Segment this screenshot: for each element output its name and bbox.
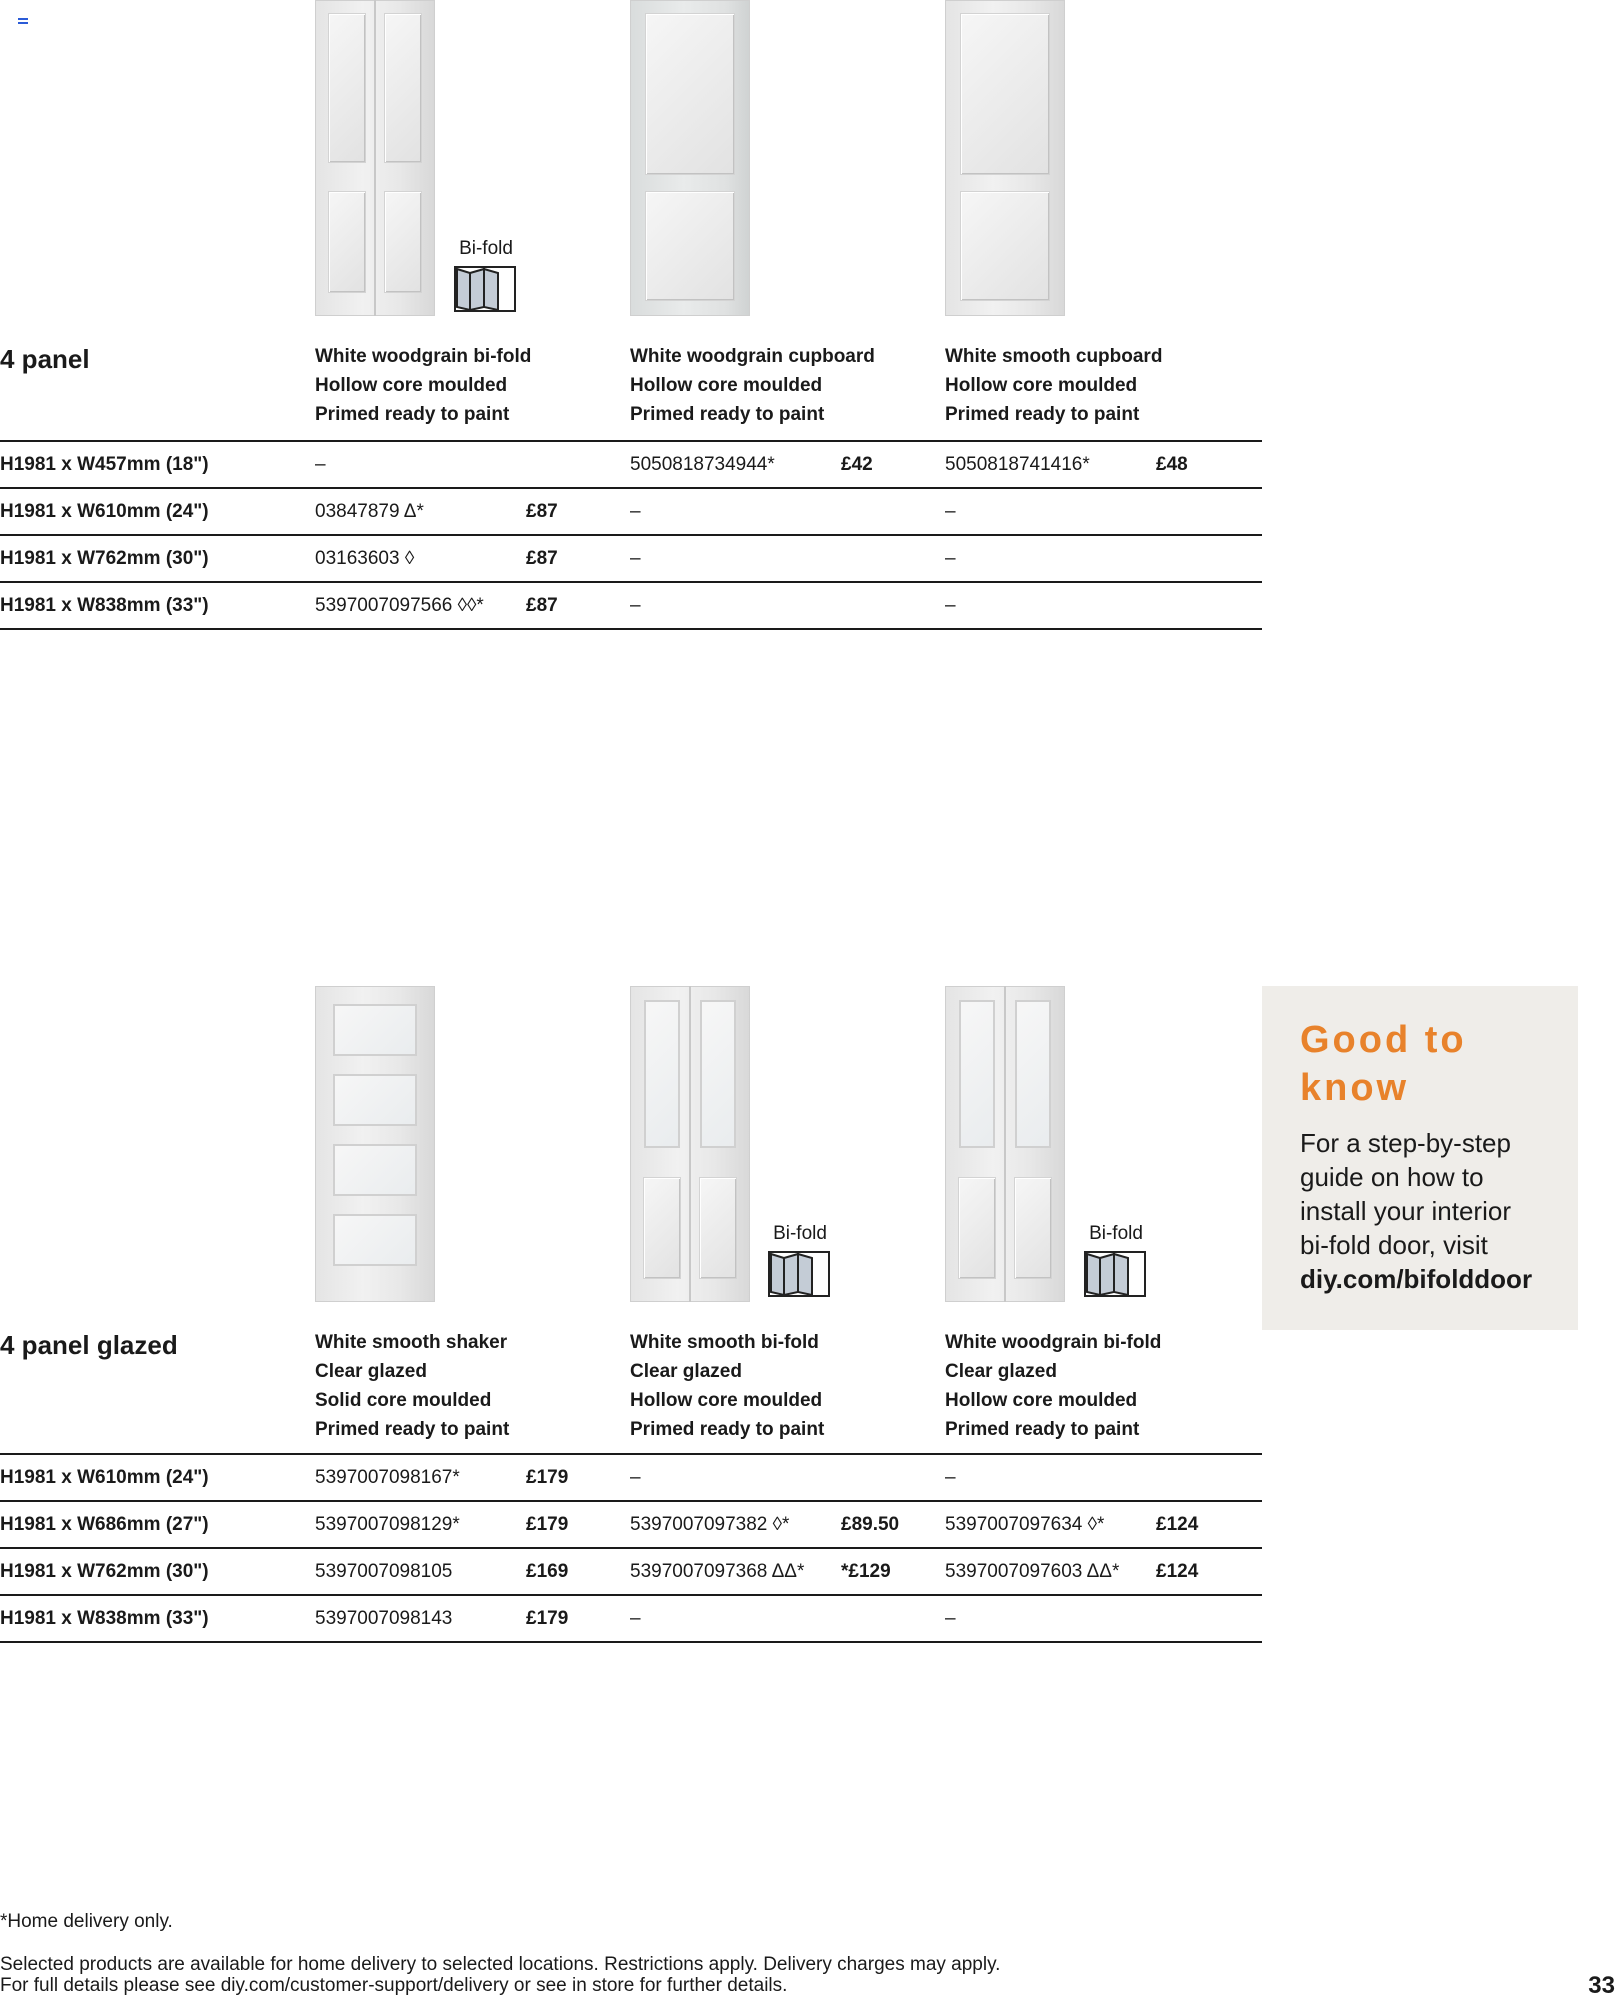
size-label: H1981 x W610mm (24") [0,501,209,522]
description-line: Primed ready to paint [630,1419,825,1440]
product-code: – [945,1608,956,1629]
footnote-home-delivery: *Home delivery only. [0,1911,173,1932]
price: £124 [1156,1561,1199,1582]
price: £169 [526,1561,569,1582]
product-code: 5397007098167* [315,1467,460,1488]
product-code: 5397007097368 ΔΔ* [630,1561,805,1582]
table-row [0,1502,1262,1549]
product-image-white-woodgrain-bifold-glazed [945,986,1065,1302]
product-code: 5050818734944* [630,454,775,475]
description-line: Hollow core moulded [630,375,823,396]
product-image-white-smooth-shaker [315,986,435,1302]
description-line: Hollow core moulded [945,375,1138,396]
product-code: 5397007098143 [315,1608,453,1629]
product-code: – [630,1467,641,1488]
section-heading: 4 panel glazed [0,1330,178,1360]
description-line: Clear glazed [630,1361,742,1382]
size-label: H1981 x W762mm (30") [0,548,209,569]
description-line: Hollow core moulded [630,1390,823,1411]
price: £179 [526,1514,569,1535]
size-label: H1981 x W457mm (18") [0,454,209,475]
product-code: – [315,454,326,475]
description-line: Primed ready to paint [945,1419,1140,1440]
description-line: Primed ready to paint [315,404,510,425]
body-line: For a step-by-step [1300,1128,1511,1158]
product-code: 5397007097382 ◊* [630,1514,790,1535]
price: £87 [526,548,558,569]
delivery-notice-line-2: For full details please see diy.com/customer-support/delivery or see in store for further details. [0,1975,788,1996]
product-code: – [945,548,956,569]
product-code: 5397007098105 [315,1561,453,1582]
product-description [945,1328,1245,1444]
product-code: – [945,501,956,522]
price: £124 [1156,1514,1199,1535]
size-label: H1981 x W686mm (27") [0,1514,209,1535]
section-heading: 4 panel [0,344,90,374]
description-line: Clear glazed [945,1361,1057,1382]
product-code: 5050818741416* [945,454,1090,475]
good-to-know-body [1300,1126,1560,1296]
product-code: 5397007098129* [315,1514,460,1535]
page-number: 33 [1588,1972,1615,1999]
body-line: install your interior [1300,1196,1511,1226]
description-line: Primed ready to paint [945,404,1140,425]
bifold-label: Bi-fold [1089,1223,1143,1244]
product-description [630,1328,930,1444]
description-line: White woodgrain bi-fold [315,346,532,367]
product-code: – [630,548,641,569]
product-code: 03847879 Δ* [315,501,424,522]
size-label: H1981 x W838mm (33") [0,595,209,616]
table-row [0,1549,1262,1596]
product-code: 03163603 ◊ [315,548,415,569]
delivery-notice-line-1: Selected products are available for home delivery to selected locations. Restrictions apply. Delivery charges may apply. [0,1954,1001,1975]
price: £87 [526,501,558,522]
description-line: White smooth bi-fold [630,1332,819,1353]
price: £42 [841,454,873,475]
price: £179 [526,1467,569,1488]
bifold-door-icon [1084,1249,1146,1299]
size-label: H1981 x W838mm (33") [0,1608,209,1629]
product-description [315,1328,615,1444]
description-line: Hollow core moulded [315,375,508,396]
bifold-door-icon [768,1249,830,1299]
price: *£129 [841,1561,891,1582]
product-code: – [945,1467,956,1488]
price: £89.50 [841,1514,900,1535]
product-code: – [630,501,641,522]
size-label: H1981 x W762mm (30") [0,1561,209,1582]
description-line: Hollow core moulded [945,1390,1138,1411]
good-to-know-panel [1262,986,1578,1330]
table-row [0,1596,1262,1643]
description-line: Clear glazed [315,1361,427,1382]
good-to-know-title: Good to know [1300,1019,1467,1109]
description-line: Primed ready to paint [315,1419,510,1440]
description-line: White woodgrain bi-fold [945,1332,1162,1353]
description-line: White woodgrain cupboard [630,346,875,367]
bifold-badge [1084,1223,1148,1299]
price: £48 [1156,454,1188,475]
bifold-guide-link[interactable]: diy.com/bifolddoor [1300,1264,1533,1294]
product-code: – [945,595,956,616]
product-code: 5397007097566 ◊◊* [315,595,484,616]
bifold-badge [768,1223,832,1299]
product-image-white-smooth-bifold [630,986,750,1302]
price: £179 [526,1608,569,1629]
description-line: White smooth shaker [315,1332,508,1353]
bifold-label: Bi-fold [459,238,513,259]
table-row [0,1453,1262,1502]
product-code: 5397007097603 ΔΔ* [945,1561,1120,1582]
product-code: – [630,1608,641,1629]
body-line: guide on how to [1300,1162,1484,1192]
size-label: H1981 x W610mm (24") [0,1467,209,1488]
description-line: White smooth cupboard [945,346,1163,367]
description-line: Primed ready to paint [630,404,825,425]
body-line: bi-fold door, visit [1300,1230,1488,1260]
product-code: – [630,595,641,616]
description-line: Solid core moulded [315,1390,492,1411]
price: £87 [526,595,558,616]
product-code: 5397007097634 ◊* [945,1514,1105,1535]
bifold-label: Bi-fold [773,1223,827,1244]
